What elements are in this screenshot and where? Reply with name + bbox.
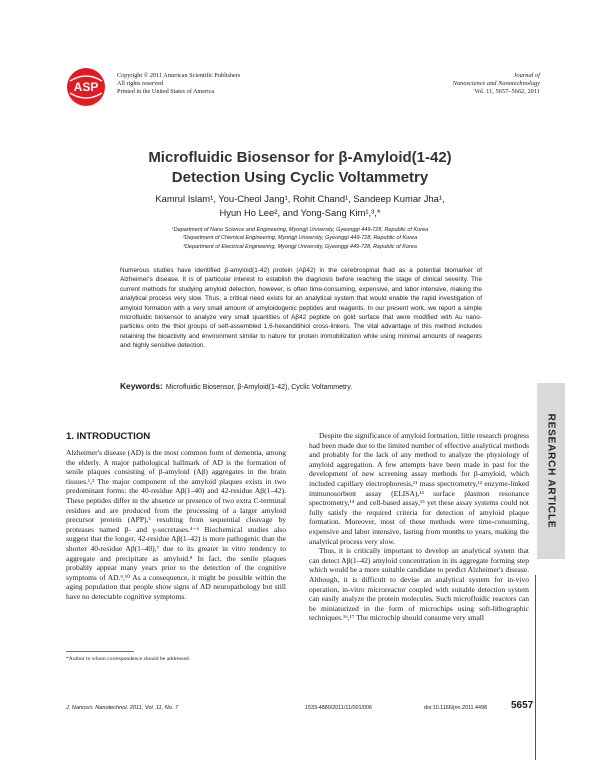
keywords <box>120 381 500 393</box>
research-article-tab <box>537 383 565 559</box>
keywords-text: Microfluidic Biosensor, β-Amyloid(1-42), Cyclic Voltammetry. <box>165 384 353 391</box>
page-number: 5657 <box>511 700 534 711</box>
paragraph: Despite the significance of amyloid formation, little research progress had been made due to the limited number of effective analytical methods and probably for the lack of any method to analyze the physiology of amyloid aggregation. A few attempts have been made in past for the development of new screening assay methods for β-amyloid, which included capillary electrophoresis,¹¹ mass spectrometry,¹² enzyme-linked immunosorbent assay (ELISA),¹³ surface plasmon resonance spectrometry,¹⁴ and cell-based assay,¹⁵ yet these assay systems could not fully satisfy the required criteria for detection of amyloid plaque formation. Moreover, most of these methods were time-consuming, expensive and labor intensive, lasting from months to years, making the analytical process very slow. <box>309 431 529 546</box>
authors-line-1: Kamrul Islam¹, You-Cheol Jang¹, Rohit Chand¹, Sandeep Kumar Jha¹, <box>155 193 445 204</box>
affiliation-1: ¹Department of Nano Science and Engineering, Myongji University, Gyeonggi 449-728, Republic of Korea <box>171 227 429 233</box>
copyright-line: Copyright © 2011 American Scientific Publishers <box>117 72 241 79</box>
footer-citation: J. Nanosci. Nanotechnol. 2011, Vol. 11, No. 7 <box>66 705 179 711</box>
title-line-1: Microfluidic Biosensor for β-Amyloid(1-42) <box>148 149 452 166</box>
journal-line-1: Journal of <box>513 72 540 79</box>
margin-rule <box>535 575 536 760</box>
side-tab-label: RESEARCH ARTICLE <box>545 413 557 529</box>
footnote: *Author to whom correspondence should be addressed. <box>66 656 191 662</box>
affiliations <box>40 226 560 251</box>
journal-line-2: Nanoscience and Nanotechnology <box>452 80 540 87</box>
affiliation-2: ²Department of Chemical Engineering, Myongji University, Gyeonggi 449-728, Republic of Korea <box>182 235 418 242</box>
title-line-2: Detection Using Cyclic Voltammetry <box>171 169 429 186</box>
column-1 <box>66 448 286 602</box>
paragraph: Alzheimer's disease (AD) is the most common form of dementia, among the elderly. A major pathological hallmark of AD is the formation of senile plaques consisting of β-amyloid (Aβ) aggregates in the brain tissues.¹,² The major component of the amyloid plaques exists in two predominant forms: the 40-residue Aβ(1–40) and 42-residue Aβ(1–42). These peptides differ in the absence or presence of two extra C-terminal residues and are produced from the processing of a larger amyloid precursor protein (APP),³ resulting from sequential cleavage by proteases named β- and γ-secretases.⁴⁻⁶ Biochemical studies also suggest that the longer, 42-residue Aβ(1–42) is more pathogenic than the shorter 40-residue Aβ(1–40),⁷ due to its greater in vitro tendency to aggregate and precipitate as amyloid.⁸ In fact, the senile plaques probably appear many years prior to the detection of the cognitive symptoms of AD.⁹,¹⁰ As a consequence, it might be possible within the aging population that people show signs of AD neuropathology but still have no detectable cognitive symptoms. <box>66 448 286 601</box>
copyright-line: Printed in the United States of America <box>117 88 215 95</box>
author-list <box>40 192 560 220</box>
svg-text:ASP: ASP <box>73 80 99 94</box>
paper-title <box>40 148 560 188</box>
journal-volume: Vol. 11, 5657–5662, 2011 <box>474 88 540 95</box>
copyright-block <box>117 72 240 96</box>
asp-logo <box>66 67 106 107</box>
copyright-line: All rights reserved <box>117 80 164 87</box>
section-heading: 1. INTRODUCTION <box>66 431 151 442</box>
abstract: Numerous studies have identified β-amyloid(1-42) protein (Aβ42) in the cerebrospinal fluid as a potential biomarker of Alzheimer's disease. It is of particular interest to establish the diagnosis before reaching the stage of clinical severity. The current methods for studying amyloid detection, however, is often time-consuming, expensive, and labor intensive, making the analytical process very slow. Thus, a critical need exists for an analytical system that would enable the rapid investigation of amyloid formation with a very small amount of amyloidogenic peptides and reagents. In our present work, we report a simple microfluidic biosensor to analyze very small quantities of Aβ42 peptide on gold surface that were modified with Au nano-particles onto the thiol groups of self-assembled 1,6-hexanditihiol cross-linkers. The vital advantage of this method includes retaining the bioactivity and environment similar to nature for protein immobilization while using minimal amounts of reagents and highly sensitive detection. <box>120 267 482 350</box>
footer-doi: doi:10.1166/jnn.2011.4498 <box>424 705 488 711</box>
authors-line-2: Hyun Ho Lee², and Yong-Sang Kim¹,³,* <box>219 207 381 218</box>
paragraph: Thus, it is critically important to develop an analytical system that can detect Aβ(1–42) amyloid concentration in its aggregate forming step which would be a more suitable candidate to predict Alzheimer's disease. Although, it is difficult to devise an analytical system for in-vivo operation, in-vitro microreactor coupled with suitable detection system can easily analyze the protein molecules. Such microfluidic reactors can be miniaturized in the form of microchips using soft-lithographic techniques.¹⁶,¹⁷ The microchip should consume very small <box>309 546 529 623</box>
footer-issn: 1533-4880/2011/11/001/006 <box>305 705 372 711</box>
footnote-rule <box>66 651 134 652</box>
journal-info <box>453 72 540 96</box>
affiliation-3: ³Department of Electrical Engineering, Myongji University, Gyeonggi 449-728, Republic of Korea <box>183 243 417 250</box>
column-2 <box>309 431 529 623</box>
keywords-label: Keywords: <box>120 381 163 391</box>
